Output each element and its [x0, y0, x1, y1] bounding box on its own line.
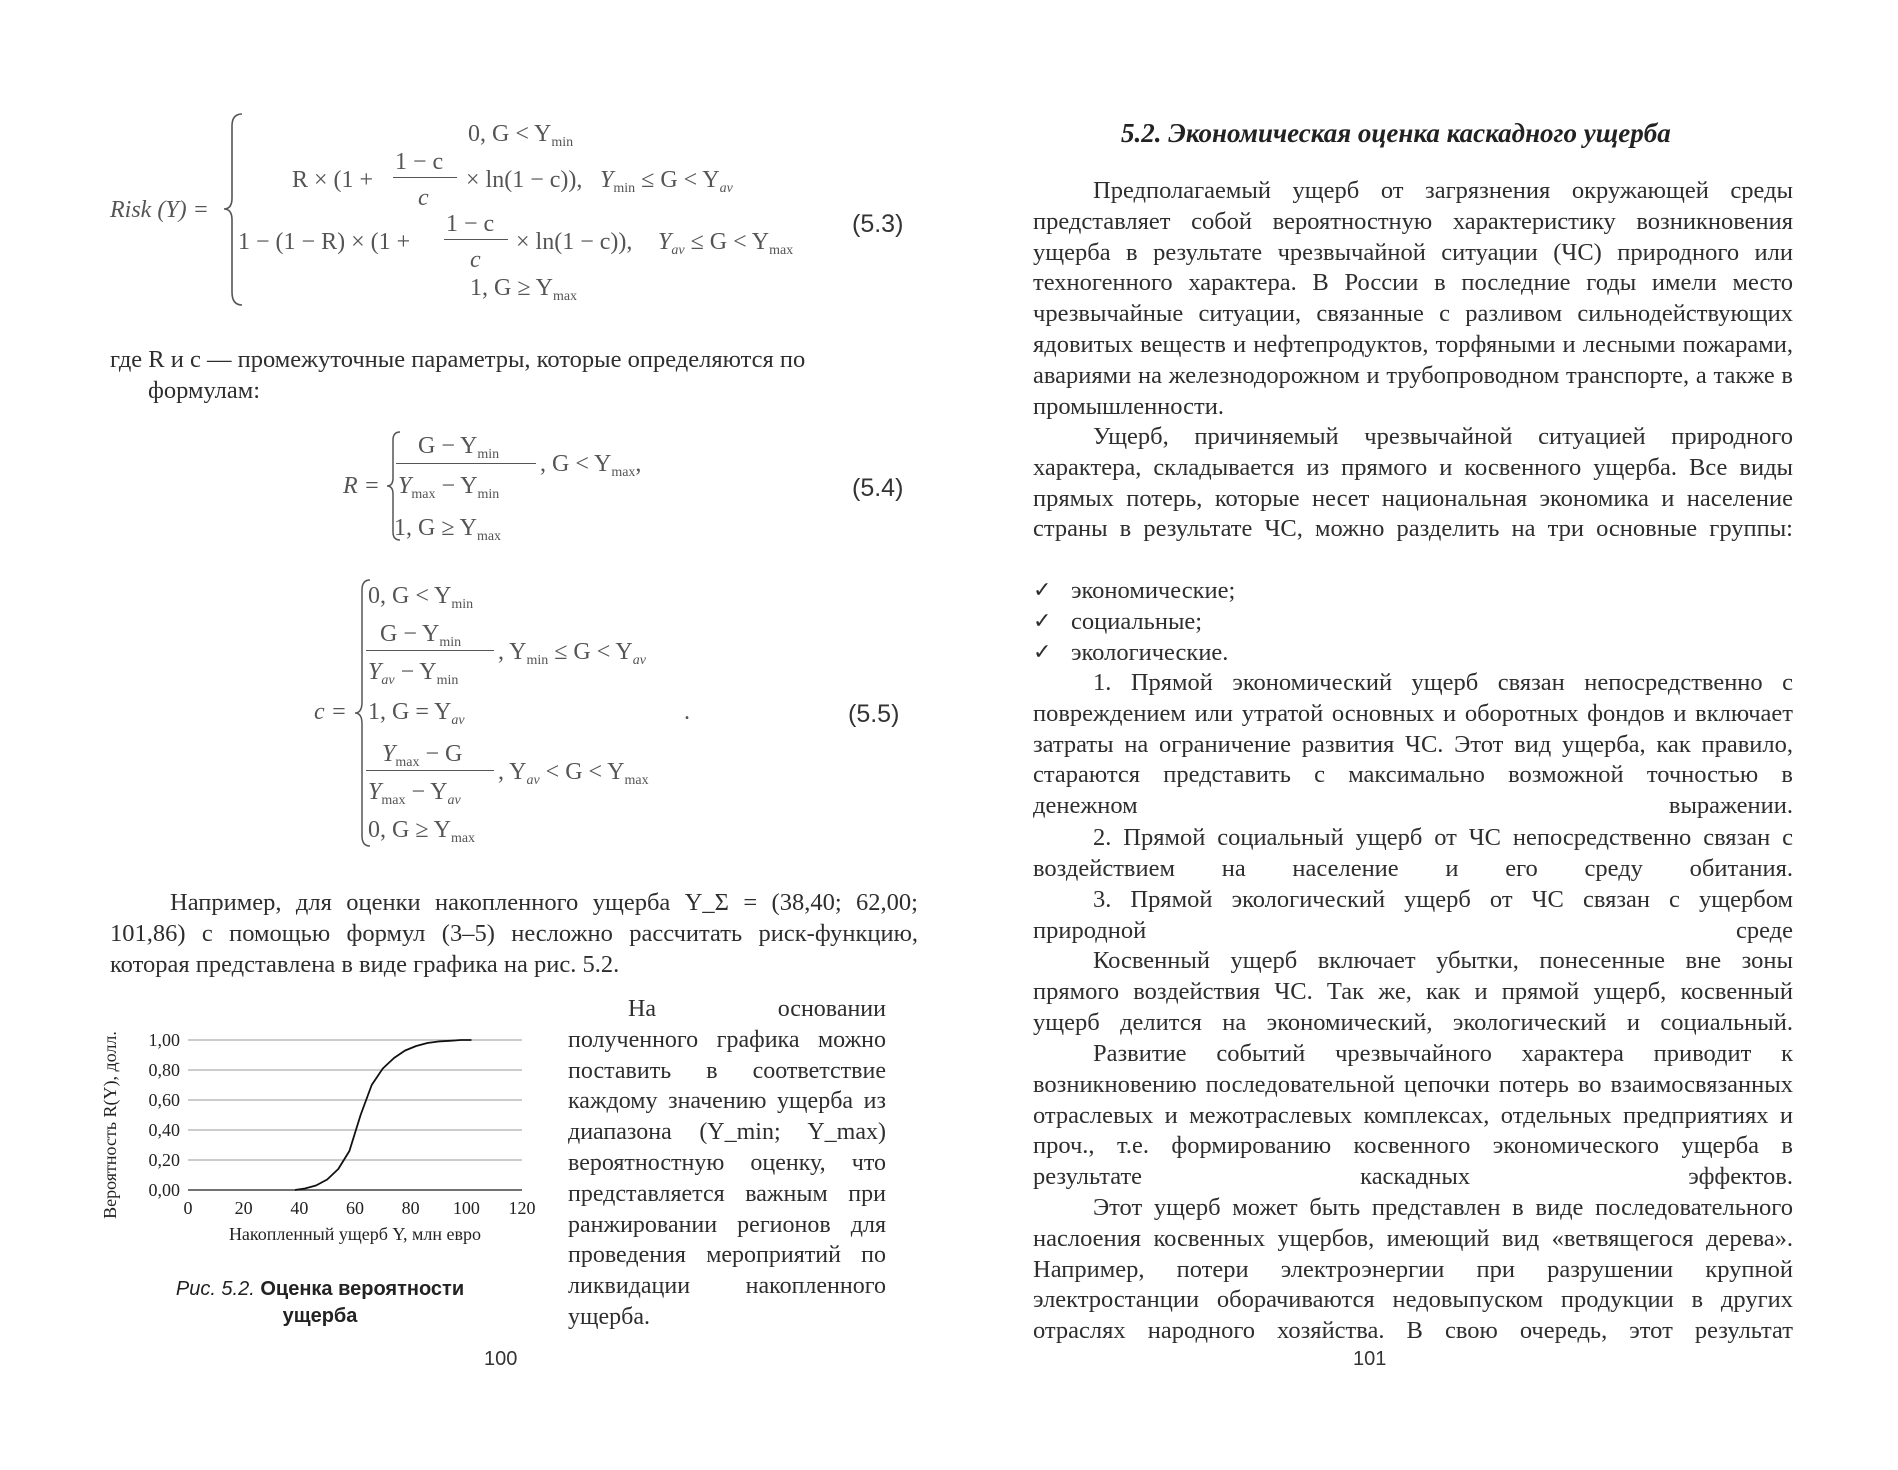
eq53-case3-den: c	[470, 247, 481, 273]
eq53-case3-fraction-line	[444, 239, 508, 240]
eq53-case3-cond: $Y_{av} \le G < Y_{max}$	[658, 229, 794, 258]
chart-x-tick-label: 20	[234, 1198, 253, 1218]
figure-caption-title: Оценка вероятности ущерба	[260, 1278, 465, 1327]
eq53-case2-post: × ln(1 − c)),	[466, 167, 583, 193]
eq53-case2-fraction-line	[393, 177, 457, 178]
eq55-f2-fraction-line	[366, 770, 494, 771]
chart-y-axis-label: Вероятность R(Y), долл.	[100, 1031, 120, 1219]
eq55-f2-den: $Y_{max} - Y_{av}$	[368, 779, 461, 808]
eq55-f1-num: $G - Y_{min}$	[380, 621, 462, 650]
eq54-case2: 1, $G \ge Y_{max}$	[394, 515, 502, 544]
eq55-case5: 0, $G \ge Y_{max}$	[368, 817, 476, 846]
eq54-fraction-line	[396, 463, 536, 464]
eq55-f2-cond: , $Y_{av} < G < Y_{max}$	[498, 759, 649, 788]
eq53-case2-num: 1 − c	[395, 149, 444, 175]
paragraph-8: Этот ущерб может быть представлен в виде последовательного наслоения косвенных ущербов, имеющий вид «ветвящегося дерева». Например, потери электроэнергии при разрушении крупной электростанции оборачиваются недовыпуском продукции в других отраслях народного хозяйства. В свою очередь, этот результат	[1033, 1194, 1793, 1345]
list-item: ✓ экологические.	[1033, 638, 1793, 669]
paragraph-4: 2. Прямой социальный ущерб от ЧС непосредственно связан с воздействием на население и его среду обитания.	[1033, 824, 1793, 882]
list-item: ✓ социальные;	[1033, 607, 1793, 638]
eq53-case3-num: 1 − c	[446, 211, 495, 237]
check-icon: ✓	[1033, 608, 1052, 634]
paragraph-5: 3. Прямой экологический ущерб от ЧС связан с ущербом природной среде	[1033, 886, 1793, 944]
paragraph-6: Косвенный ущерб включает убытки, понесенные вне зоны прямого воздействия ЧС. Так же, как и прямой ущерб, косвенный ущерб делится на экономический, экологический и социальный.	[1033, 947, 1793, 1036]
chart-series	[295, 1040, 472, 1190]
eq54-num: $G - Y_{min}$	[418, 433, 500, 462]
chart-y-tick-label: 0,40	[148, 1120, 180, 1140]
figure-caption	[150, 1276, 490, 1330]
eq53-case3-post: × ln(1 − c)),	[516, 229, 633, 255]
chart-y-tick-label: 0,00	[148, 1180, 180, 1200]
chart-y-tick-label: 0,60	[148, 1090, 180, 1110]
eq53-number: (5.3)	[852, 210, 904, 238]
paragraph-3: 1. Прямой экономический ущерб связан непосредственно с повреждением или утратой основных и оборотных фондов и включает затраты на ограничение развития ЧС. Этот вид ущерба, как правило, стараются представить с максимально возможной точностью в денежном выражении.	[1033, 669, 1793, 820]
paragraph-2: Ущерб, причиняемый чрезвычайной ситуацией природного характера, складывается из прямого и косвенного ущерба. Все виды прямых потерь, которые несет национальная экономика и население страны в результате ЧС, можно разделить на три основные группы:	[1033, 423, 1793, 543]
figure-caption-id: Рис. 5.2.	[175, 1278, 255, 1300]
chart-x-tick-label: 80	[401, 1198, 420, 1218]
eq55-number: (5.5)	[848, 700, 900, 728]
chart-x-tick-label: 40	[290, 1198, 309, 1218]
chart-y-tick-label: 0,20	[148, 1150, 180, 1170]
chart-y-tick-label: 0,80	[148, 1060, 180, 1080]
eq54-cond1: , $G < Y_{max}$,	[540, 451, 642, 480]
chart-x-tick-label: 120	[508, 1198, 536, 1218]
intro-text-line-1: где R и c — промежуточные параметры, которые определяются по	[110, 346, 806, 373]
eq53-case2-cond: $Y_{min} \le G < Y_{av}$	[600, 167, 733, 196]
risk-function-chart	[100, 1010, 540, 1250]
eq55-f1-cond: , $Y_{min} \le G < Y_{av}$	[498, 639, 646, 668]
chart-series-line	[295, 1040, 472, 1190]
eq55-dot: .	[684, 699, 690, 725]
eq53-case3-pre: 1 − (1 − R) × (1 +	[238, 229, 411, 255]
eq53-lhs: Risk (Y) =	[110, 197, 209, 223]
chart-x-tick-label: 60	[346, 1198, 364, 1218]
eq55-case3: 1, $G = Y_{av}$	[368, 699, 465, 728]
eq55-f2-num: $Y_{max} - G$	[382, 741, 463, 770]
page-number-left: 100	[484, 1348, 518, 1370]
chart-x-axis-label: Накопленный ущерб Y, млн евро	[228, 1224, 482, 1244]
chart-x-tick-label: 0	[183, 1198, 193, 1218]
eq54-den: $Y_{max} - Y_{min}$	[398, 473, 500, 502]
example-paragraph: Например, для оценки накопленного ущерба Y_Σ = (38,40; 62,00; 101,86) с помощью формул (3–5) несложно рассчитать риск-функцию, которая представлена в виде графика на рис. 5.2.	[110, 889, 918, 978]
eq53-case1: 0, $G < Y_{min}$	[468, 121, 574, 150]
chart-grid	[188, 1040, 522, 1160]
eq53-case2-den: c	[418, 185, 429, 211]
paragraph-1: Предполагаемый ущерб от загрязнения окружающей среды представляет собой вероятностную характеристику возникновения ущерба в результате чрезвычайной ситуации (ЧС) природного или техногенного характера. В России в последние годы имели место чрезвычайные ситуации, связанные с разливом сильнодействующих ядовитых веществ и нефтепродуктов, торфяными и лесными пожарами, авариями на железнодорожном и трубопроводном транспорте, а также в промышленности.	[1033, 177, 1793, 420]
list-item: ✓ экономические;	[1033, 576, 1793, 607]
check-icon: ✓	[1033, 578, 1052, 603]
check-icon: ✓	[1033, 639, 1052, 665]
section-heading: 5.2. Экономическая оценка каскадного ущерба	[1121, 118, 1671, 148]
eq53-case2-pre: R × (1 +	[292, 167, 374, 193]
chart-y-tick-label: 1,00	[148, 1030, 180, 1050]
damage-types-list	[1033, 576, 1793, 668]
eq55-f1-den: $Y_{av} - Y_{min}$	[368, 659, 459, 688]
paragraph-7: Развитие событий чрезвычайного характера приводит к возникновению последовательной цепочки потерь во взаимосвязанных отраслевых и межотраслевых комплексах, отдельных предприятиях и проч., т.е. формированию косвенного экономического ущерба в результате каскадных эффектов.	[1033, 1040, 1793, 1191]
page-number-right: 101	[1353, 1348, 1387, 1370]
eq54-number: (5.4)	[852, 474, 904, 502]
right-page	[949, 0, 1898, 1470]
intro-text-line-2: формулам:	[148, 377, 261, 404]
eq53-brace	[222, 112, 244, 307]
eq55-case1: 0, $G < Y_{min}$	[368, 583, 474, 612]
side-paragraph: На основании полученного графика можно поставить в соответствие каждому значению ущерба из диапазона (Y_min; Y_max) вероятностную оценку, что представляется важным при ранжировании регионов для проведения мероприятий по ликвидации накопленного ущерба.	[568, 996, 886, 1330]
eq55-lhs: c =	[314, 699, 347, 725]
eq54-lhs: R =	[343, 473, 380, 499]
eq55-f1-fraction-line	[366, 650, 494, 651]
chart-x-tick-label: 100	[452, 1198, 480, 1218]
eq53-case4: 1, $G \ge Y_{max}$	[470, 275, 578, 304]
